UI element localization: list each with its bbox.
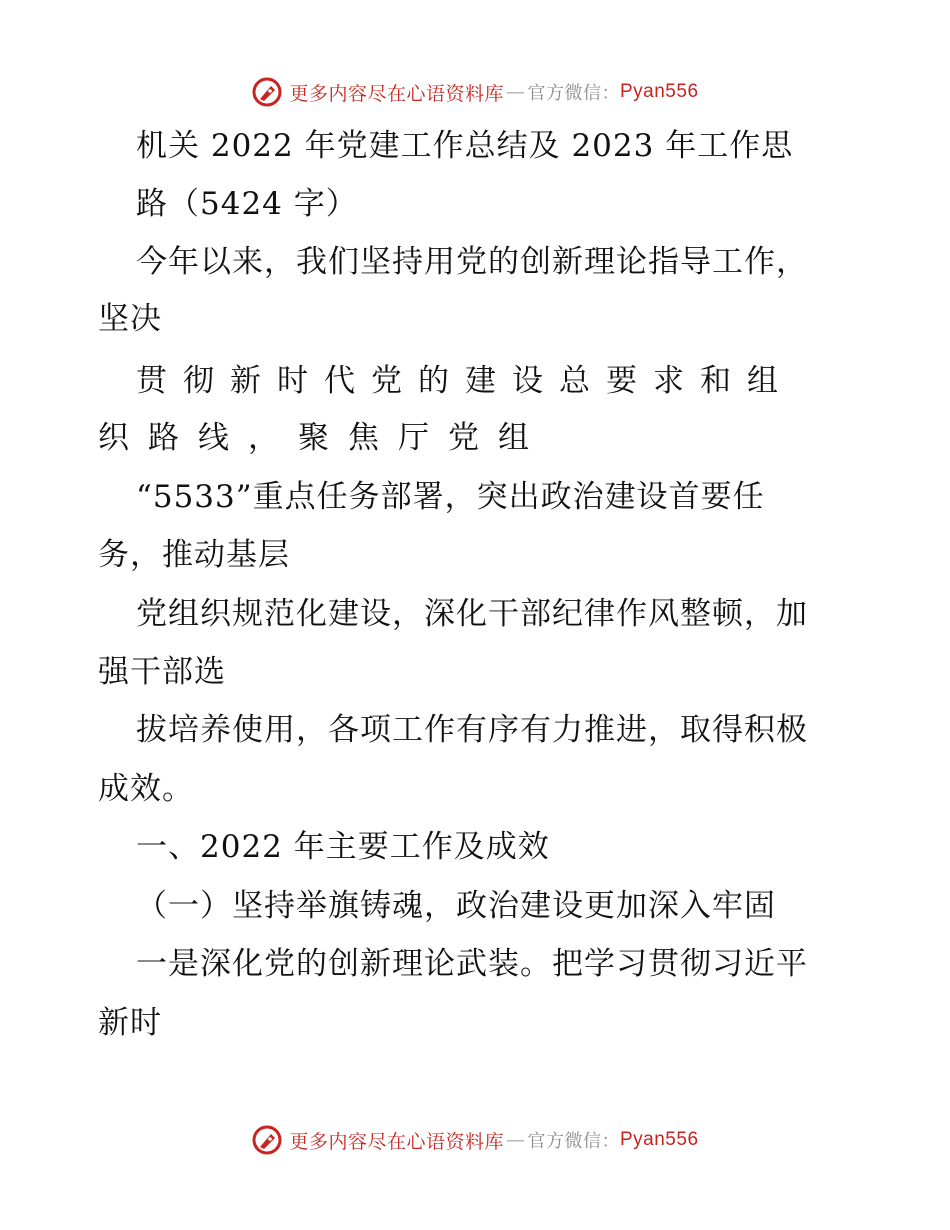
watermark-main-text: 更多内容尽在心语资料库 [289, 1130, 504, 1153]
doc-title-line-1: 机关 2022 年党建工作总结及 2023 年工作思 [136, 128, 794, 164]
watermark-separator: — [506, 81, 526, 103]
doc-line: 一是深化党的创新理论武装。把学习贯彻习近平 [136, 946, 808, 982]
doc-line: 成效。 [98, 771, 194, 807]
doc-line: “5533”重点任务部署，突出政治建设首要任 [136, 479, 765, 515]
doc-line: 新时 [98, 1005, 162, 1041]
pen-nib-circle-icon [251, 76, 283, 108]
doc-line: 织路线，聚焦厅党组 [98, 420, 548, 456]
subsection-heading: （一）坚持举旗铸魂，政治建设更加深入牢固 [136, 888, 776, 924]
watermark-label: 官方微信： [527, 83, 620, 104]
watermark-label: 官方微信： [527, 1131, 620, 1152]
doc-line: 拔培养使用，各项工作有序有力推进，取得积极 [136, 712, 808, 748]
section-heading: 一、2022 年主要工作及成效 [136, 829, 550, 865]
doc-line: 党组织规范化建设，深化干部纪律作风整顿，加 [136, 596, 808, 632]
doc-line: 务，推动基层 [98, 537, 290, 573]
header-watermark [0, 72, 950, 112]
watermark-wechat-id: Pyan556 [620, 1129, 699, 1150]
doc-line: 坚决 [98, 301, 162, 337]
doc-line: 贯彻新时代党的建设总要求和组 [136, 363, 794, 399]
pen-nib-circle-icon [251, 1124, 283, 1156]
watermark-main-text: 更多内容尽在心语资料库 [289, 82, 504, 105]
doc-title-line-2: 路（5424 字） [136, 186, 358, 222]
watermark-wechat-id: Pyan556 [620, 81, 699, 102]
doc-line: 强干部选 [98, 654, 226, 690]
doc-line: 今年以来，我们坚持用党的创新理论指导工作， [136, 244, 808, 280]
footer-watermark [0, 1120, 950, 1160]
watermark-separator: — [506, 1129, 526, 1151]
